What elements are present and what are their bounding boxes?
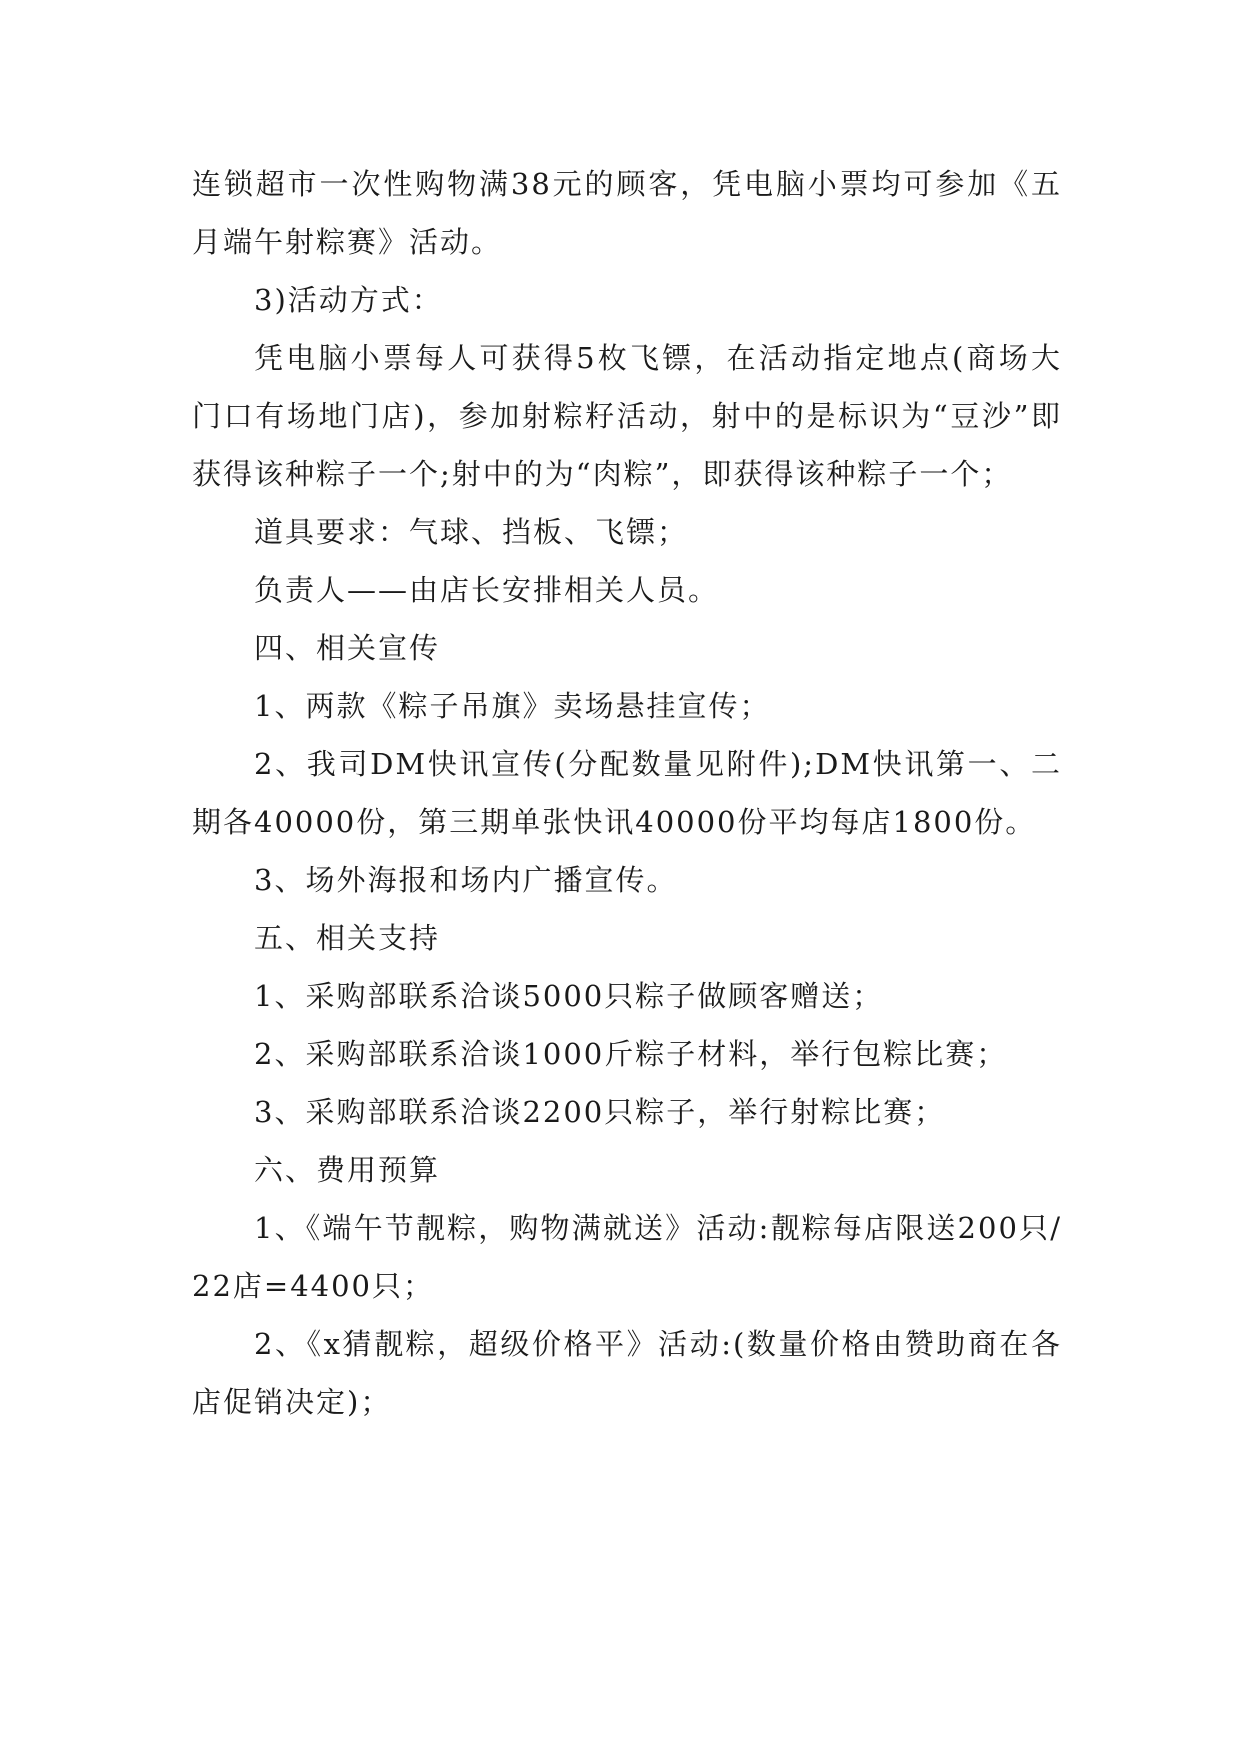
- list-item: 1、《端午节靓粽，购物满就送》活动:靓粽每店限送200只/22店=4400只；: [192, 1211, 1062, 1303]
- paragraph: 道具要求：气球、挡板、飞镖；: [254, 515, 689, 549]
- section-heading: 四、相关宣传: [254, 631, 441, 665]
- paragraph: 凭电脑小票每人可获得5枚飞镖，在活动指定地点(商场大门口有场地门店)，参加射粽籽活动，射中的是标识为“豆沙”即获得该种粽子一个;射中的为“肉粽”，即获得该种粽子一个；: [192, 341, 1062, 491]
- section-heading: 五、相关支持: [254, 921, 441, 955]
- list-item: 2、我司DM快讯宣传(分配数量见附件);DM快讯第一、二期各40000份，第三期单张快讯40000份平均每店1800份。: [192, 747, 1062, 839]
- paragraph: 3)活动方式：: [254, 283, 443, 317]
- list-item: 2、采购部联系洽谈1000斤粽子材料，举行包粽比赛；: [254, 1037, 1008, 1071]
- paragraph: 负责人——由店长安排相关人员。: [254, 573, 720, 607]
- list-item: 2、《x猜靓粽，超级价格平》活动:(数量价格由赞助商在各店促销决定)；: [192, 1327, 1062, 1419]
- list-item: 3、采购部联系洽谈2200只粽子，举行射粽比赛；: [254, 1095, 946, 1129]
- list-item: 1、两款《粽子吊旗》卖场悬挂宣传；: [254, 689, 771, 723]
- list-item: 3、场外海报和场内广播宣传。: [254, 863, 678, 897]
- document-body: [192, 155, 1062, 1431]
- list-item: 1、采购部联系洽谈5000只粽子做顾客赠送；: [254, 979, 884, 1013]
- paragraph: 连锁超市一次性购物满38元的顾客，凭电脑小票均可参加《五月端午射粽赛》活动。: [192, 167, 1062, 259]
- section-heading: 六、费用预算: [254, 1153, 441, 1187]
